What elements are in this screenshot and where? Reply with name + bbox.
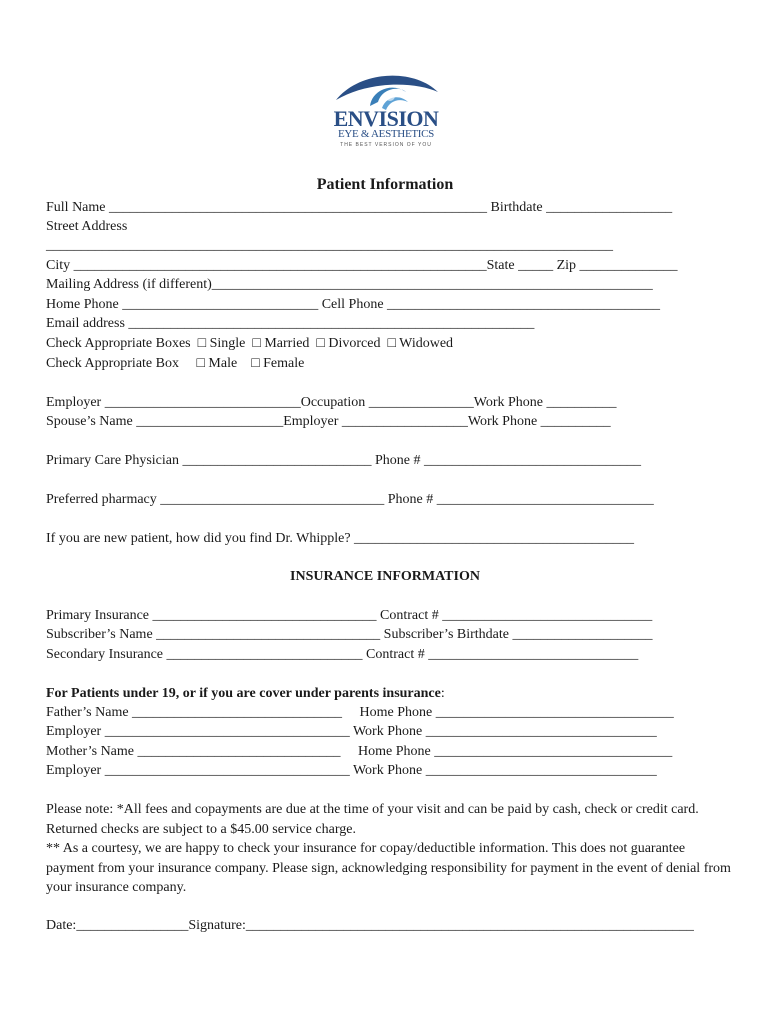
logo-subtitle: EYE & AESTHETICS xyxy=(337,128,435,140)
gender-checkboxes[interactable]: Check Appropriate Box □ Male □ Female xyxy=(46,356,305,371)
date-signature-field[interactable]: Date:________________Signature:________________________________________________________________ xyxy=(46,918,694,933)
fees-note: Please note: *All fees and copayments are due at the time of your visit and can be paid by cash, check or credit card. Returned checks are subject to a $45.00 service charge. xyxy=(46,802,699,837)
preferred-pharmacy-field[interactable]: Preferred pharmacy ________________________________ Phone # _______________________________ xyxy=(46,492,654,507)
mailing-address-field[interactable]: Mailing Address (if different)_______________________________________________________________ xyxy=(46,277,653,292)
subscriber-field[interactable]: Subscriber’s Name ________________________________ Subscriber’s Birthdate ____________________ xyxy=(46,627,653,642)
father-name-field[interactable]: Father’s Name ______________________________ Home Phone __________________________________ xyxy=(46,705,674,720)
phone-fields[interactable]: Home Phone ____________________________ Cell Phone _______________________________________ xyxy=(46,297,661,312)
minors-heading-colon: : xyxy=(440,686,445,701)
mother-employer-field[interactable]: Employer ___________________________________ Work Phone _________________________________ xyxy=(46,763,657,778)
primary-care-physician-field[interactable]: Primary Care Physician ___________________________ Phone # _______________________________ xyxy=(46,453,641,468)
father-employer-field[interactable]: Employer ___________________________________ Work Phone _________________________________ xyxy=(46,724,657,739)
insurance-heading: INSURANCE INFORMATION xyxy=(290,569,480,584)
secondary-insurance-field[interactable]: Secondary Insurance ____________________________ Contract # ______________________________ xyxy=(46,647,639,662)
referral-source-field[interactable]: If you are new patient, how did you find Dr. Whipple? ________________________________________ xyxy=(46,531,635,546)
envision-logo xyxy=(330,66,442,156)
street-address-field[interactable]: _________________________________________________________________________________ xyxy=(46,238,613,253)
street-address-label: Street Address xyxy=(46,219,128,234)
page-title: Patient Information xyxy=(316,176,454,193)
marital-status-checkboxes[interactable]: Check Appropriate Boxes □ Single □ Married □ Divorced □ Widowed xyxy=(46,336,454,351)
employer-field[interactable]: Employer ____________________________Occupation _______________Work Phone __________ xyxy=(46,395,617,410)
insurance-courtesy-note: ** As a courtesy, we are happy to check your insurance for copay/deductible information. This does not guarantee payment from your insurance company. Please sign, acknowledging responsibility for payment in the event of denial from your insurance company. xyxy=(46,841,731,895)
email-field[interactable]: Email address __________________________________________________________ xyxy=(46,316,535,331)
minors-heading-text: For Patients under 19, or if you are cover under parents insurance xyxy=(46,686,441,701)
logo-wordmark: ENVISION xyxy=(333,106,439,131)
city-state-zip-field[interactable]: City ___________________________________________________________State _____ Zip ______________ xyxy=(46,258,678,273)
spouse-field[interactable]: Spouse’s Name _____________________Employer __________________Work Phone __________ xyxy=(46,414,611,429)
full-name-field[interactable]: Full Name ______________________________________________________ Birthdate __________________ xyxy=(46,200,673,215)
primary-insurance-field[interactable]: Primary Insurance ________________________________ Contract # ______________________________ xyxy=(46,608,653,623)
logo-tagline: THE BEST VERSION OF YOU xyxy=(340,142,432,148)
minors-heading xyxy=(46,685,445,703)
mother-name-field[interactable]: Mother’s Name _____________________________ Home Phone __________________________________ xyxy=(46,744,673,759)
